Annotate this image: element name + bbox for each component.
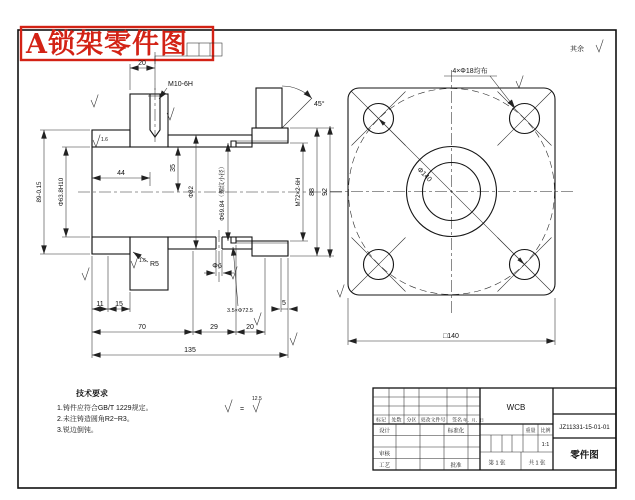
equals-sign: = bbox=[240, 406, 245, 413]
ra-default-value: 12.5 bbox=[252, 396, 262, 402]
page-title: A锁架零件图 bbox=[26, 29, 188, 60]
roughness-icon bbox=[516, 76, 523, 89]
col-date: 年、月、日 bbox=[463, 417, 484, 423]
signature-grid bbox=[373, 424, 480, 470]
scale-label: 比例 bbox=[540, 428, 551, 434]
dim-body: Φ82 bbox=[188, 186, 195, 198]
holes-note bbox=[444, 66, 523, 108]
roughness-icon bbox=[82, 268, 89, 281]
ra-spigot-value: 1.6 bbox=[139, 258, 146, 264]
scale-value: 1:1 bbox=[541, 442, 550, 448]
sheet-total: 共 1 张 bbox=[528, 460, 546, 467]
dim-spigot: 89-0.15 bbox=[36, 181, 43, 203]
roughness-icon bbox=[225, 400, 232, 413]
dim-5: 5 bbox=[282, 300, 286, 307]
dim-44: 44 bbox=[117, 170, 125, 177]
ra-bore-value: 1.6 bbox=[101, 137, 108, 143]
col-file: 更改文件号 bbox=[420, 417, 446, 424]
dim-m72: M72×2-6H bbox=[295, 177, 302, 207]
surplus-label: 其余 bbox=[570, 46, 584, 53]
material-value: WCB bbox=[506, 403, 526, 412]
dim-bore: Φ63.8H10 bbox=[58, 177, 65, 207]
dim-11: 11 bbox=[96, 301, 104, 308]
dim-square: □140 bbox=[443, 333, 459, 340]
roughness-icon bbox=[93, 135, 100, 148]
dim-20-top: 20 bbox=[138, 60, 146, 67]
col-sign: 签名 bbox=[451, 417, 463, 424]
dim-35: 35 bbox=[170, 164, 177, 172]
dim-29: 29 bbox=[210, 324, 218, 331]
dim-thread-minor: Φ69.84（螺纹小径） bbox=[219, 163, 226, 221]
material-area bbox=[480, 403, 553, 470]
col-count: 处数 bbox=[391, 417, 402, 424]
screenshot-title-overlay bbox=[21, 27, 213, 60]
dim-135: 135 bbox=[184, 347, 196, 354]
dim-88: 88 bbox=[309, 188, 316, 196]
dim-45deg: 45° bbox=[314, 101, 325, 108]
front-view bbox=[330, 66, 575, 345]
centerlines bbox=[78, 88, 345, 282]
dim-92: 92 bbox=[322, 188, 329, 196]
dim-m10: M10-6H bbox=[168, 81, 193, 88]
dim-70: 70 bbox=[138, 324, 146, 331]
role-design: 设计 bbox=[378, 428, 391, 435]
role-standard: 标准化 bbox=[447, 428, 465, 435]
revision-grid bbox=[373, 388, 484, 424]
tech-req-item: 2.未注铸造圆角R2~R3。 bbox=[57, 416, 134, 423]
surface-note bbox=[570, 40, 603, 54]
dim-20-bottom: 20 bbox=[246, 324, 254, 331]
doc-title: 零件图 bbox=[570, 450, 599, 461]
dim-15: 15 bbox=[115, 301, 123, 308]
dim-d6: Φ6 bbox=[212, 263, 222, 270]
role-process: 工艺 bbox=[378, 463, 391, 469]
col-zone: 分区 bbox=[406, 417, 417, 424]
roughness-icon bbox=[254, 313, 261, 326]
holes-note-label: 4×Φ18均布 bbox=[452, 68, 488, 75]
roughness-icon bbox=[91, 95, 98, 108]
dim-bolt-circle: Φ140 bbox=[415, 166, 433, 184]
title-block bbox=[373, 388, 616, 470]
tech-requirements bbox=[57, 388, 262, 434]
drawing-number: JZ11331-15-01-01 bbox=[559, 424, 610, 431]
drawing-id-area bbox=[553, 414, 616, 461]
dimensions bbox=[36, 52, 334, 358]
roughness-icon bbox=[290, 333, 297, 346]
roughness-icon bbox=[596, 40, 603, 53]
sheet-no: 第 1 张 bbox=[488, 460, 506, 467]
weight-label: 重量 bbox=[525, 428, 536, 434]
roughness-icon bbox=[131, 256, 138, 269]
tech-req-title: 技术要求 bbox=[76, 389, 108, 398]
dim-groove: 3.5×Φ72.5 bbox=[227, 308, 253, 314]
role-approve: 批准 bbox=[450, 463, 462, 469]
tech-req-item: 1.铸件应符合GB/T 1229规定。 bbox=[57, 405, 153, 412]
part-outline bbox=[92, 94, 312, 256]
tech-req-item: 3.锐边倒钝。 bbox=[57, 427, 98, 434]
left-section-view bbox=[36, 52, 345, 358]
roughness-icon bbox=[337, 285, 344, 298]
dim-r5: R5 bbox=[150, 261, 159, 268]
role-check: 审核 bbox=[378, 451, 391, 458]
col-mark: 标记 bbox=[375, 417, 387, 424]
